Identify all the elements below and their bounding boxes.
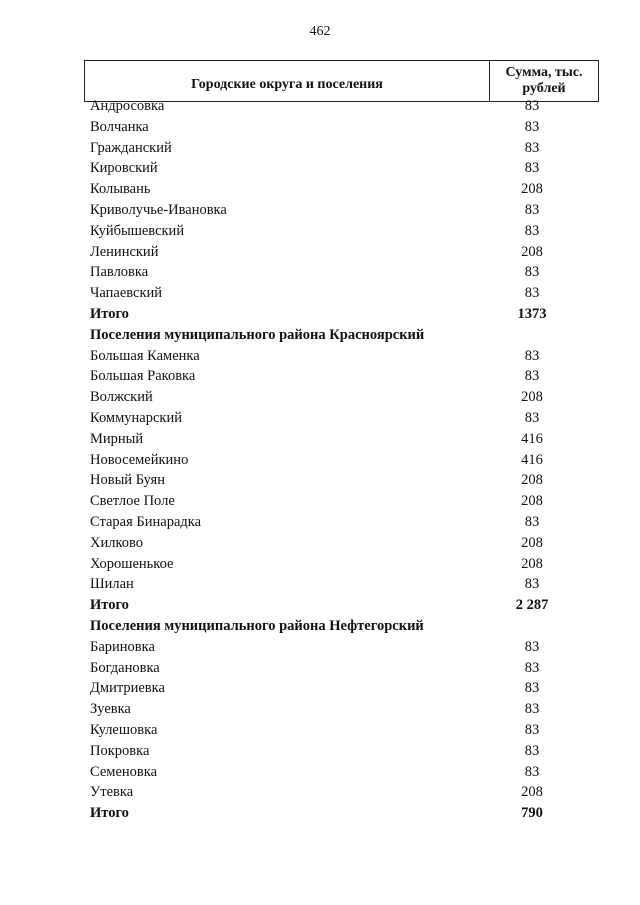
row-value: 208 — [521, 493, 543, 510]
total-row — [84, 595, 599, 616]
row-value: 83 — [524, 742, 540, 759]
table-row — [84, 346, 599, 367]
row-value: 1373 — [517, 305, 547, 322]
row-name: Коммунарский — [90, 409, 182, 426]
row-name: Мирный — [90, 430, 144, 447]
header-sum-line2: рублей — [522, 81, 566, 96]
table-row — [84, 574, 599, 595]
allocation-table — [84, 60, 599, 824]
table-row — [84, 533, 599, 554]
row-value: 83 — [524, 409, 540, 426]
row-name: Новый Буян — [90, 472, 165, 489]
row-name: Чапаевский — [90, 285, 163, 302]
table-row — [84, 179, 599, 200]
row-value: 208 — [521, 181, 543, 198]
table-row — [84, 96, 599, 117]
table-row — [84, 637, 599, 658]
row-name: Павловка — [90, 264, 149, 281]
table-row — [84, 491, 599, 512]
table-row — [84, 554, 599, 575]
row-name: Утевка — [90, 784, 134, 801]
section-heading-row — [84, 325, 599, 346]
row-name: Семеновка — [90, 763, 158, 780]
row-name: Большая Раковка — [90, 368, 196, 385]
row-name: Светлое Поле — [90, 493, 175, 510]
table-row — [84, 450, 599, 471]
table-row — [84, 658, 599, 679]
table-row — [84, 221, 599, 242]
row-name: Кулешовка — [90, 721, 158, 738]
row-value: 83 — [524, 721, 540, 738]
row-name: Итого — [90, 597, 129, 614]
row-name: Поселения муниципального района Красноярский — [90, 326, 425, 343]
table-row — [84, 741, 599, 762]
row-value: 83 — [524, 513, 540, 530]
table-row — [84, 117, 599, 138]
row-value: 83 — [524, 763, 540, 780]
total-row — [84, 304, 599, 325]
table-row — [84, 242, 599, 263]
row-name: Бариновка — [90, 638, 155, 655]
row-value: 83 — [524, 201, 540, 218]
row-value: 208 — [521, 472, 543, 489]
row-value: 83 — [524, 659, 540, 676]
row-value: 83 — [524, 118, 540, 135]
row-name: Зуевка — [90, 701, 131, 718]
table-row — [84, 200, 599, 221]
row-name: Волчанка — [90, 118, 149, 135]
row-name: Хорошенькое — [90, 555, 174, 572]
row-name: Криволучье-Ивановка — [90, 201, 227, 218]
row-value: 83 — [524, 264, 540, 281]
row-name: Колывань — [90, 181, 151, 198]
row-name: Богдановка — [90, 659, 160, 676]
row-name: Андросовка — [90, 98, 165, 114]
table-row — [84, 429, 599, 450]
table-row — [84, 762, 599, 783]
row-value: 2 287 — [515, 597, 549, 614]
row-name: Поселения муниципального района Нефтегорский — [90, 617, 424, 634]
row-name: Покровка — [90, 742, 150, 759]
header-sum-column — [490, 61, 598, 101]
table-row — [84, 512, 599, 533]
row-value: 208 — [521, 389, 543, 406]
row-name: Гражданский — [90, 139, 172, 156]
row-name: Хилково — [90, 534, 144, 551]
header-name-column: Городские округа и поселения — [85, 61, 490, 101]
row-value: 790 — [521, 805, 543, 822]
section-heading-row — [84, 616, 599, 637]
row-value: 83 — [524, 285, 540, 302]
table-row — [84, 158, 599, 179]
row-value: 416 — [521, 451, 543, 468]
row-value: 83 — [524, 576, 540, 593]
row-value: 83 — [524, 680, 540, 697]
table-row — [84, 138, 599, 159]
row-value: 208 — [521, 534, 543, 551]
table-row — [84, 366, 599, 387]
row-name: Кировский — [90, 160, 158, 177]
table-row — [84, 470, 599, 491]
table-row — [84, 782, 599, 803]
row-value: 416 — [521, 430, 543, 447]
row-name: Шилан — [90, 576, 134, 593]
row-name: Новосемейкино — [90, 451, 189, 468]
row-name: Большая Каменка — [90, 347, 200, 364]
table-row — [84, 262, 599, 283]
table-row — [84, 283, 599, 304]
row-value: 83 — [524, 368, 540, 385]
row-value: 83 — [524, 701, 540, 718]
table-row — [84, 720, 599, 741]
row-value: 208 — [521, 555, 543, 572]
row-value: 83 — [524, 139, 540, 156]
row-name: Дмитриевка — [90, 680, 165, 697]
row-name: Куйбышевский — [90, 222, 185, 239]
row-value: 83 — [524, 98, 540, 114]
row-name: Волжский — [90, 389, 153, 406]
row-name: Старая Бинарадка — [90, 513, 202, 530]
row-value: 83 — [524, 160, 540, 177]
row-value: 83 — [524, 638, 540, 655]
table-row — [84, 408, 599, 429]
table-row — [84, 699, 599, 720]
header-sum-line1: Сумма, тыс. — [505, 65, 583, 80]
row-value: 208 — [521, 243, 543, 260]
page-number: 462 — [309, 24, 331, 39]
table-body — [84, 96, 599, 824]
row-value: 83 — [524, 222, 540, 239]
table-row — [84, 678, 599, 699]
total-row — [84, 803, 599, 824]
table-row — [84, 387, 599, 408]
row-value: 208 — [521, 784, 543, 801]
row-name: Итого — [90, 805, 129, 822]
row-name: Итого — [90, 305, 129, 322]
row-name: Ленинский — [90, 243, 159, 260]
row-value: 83 — [524, 347, 540, 364]
